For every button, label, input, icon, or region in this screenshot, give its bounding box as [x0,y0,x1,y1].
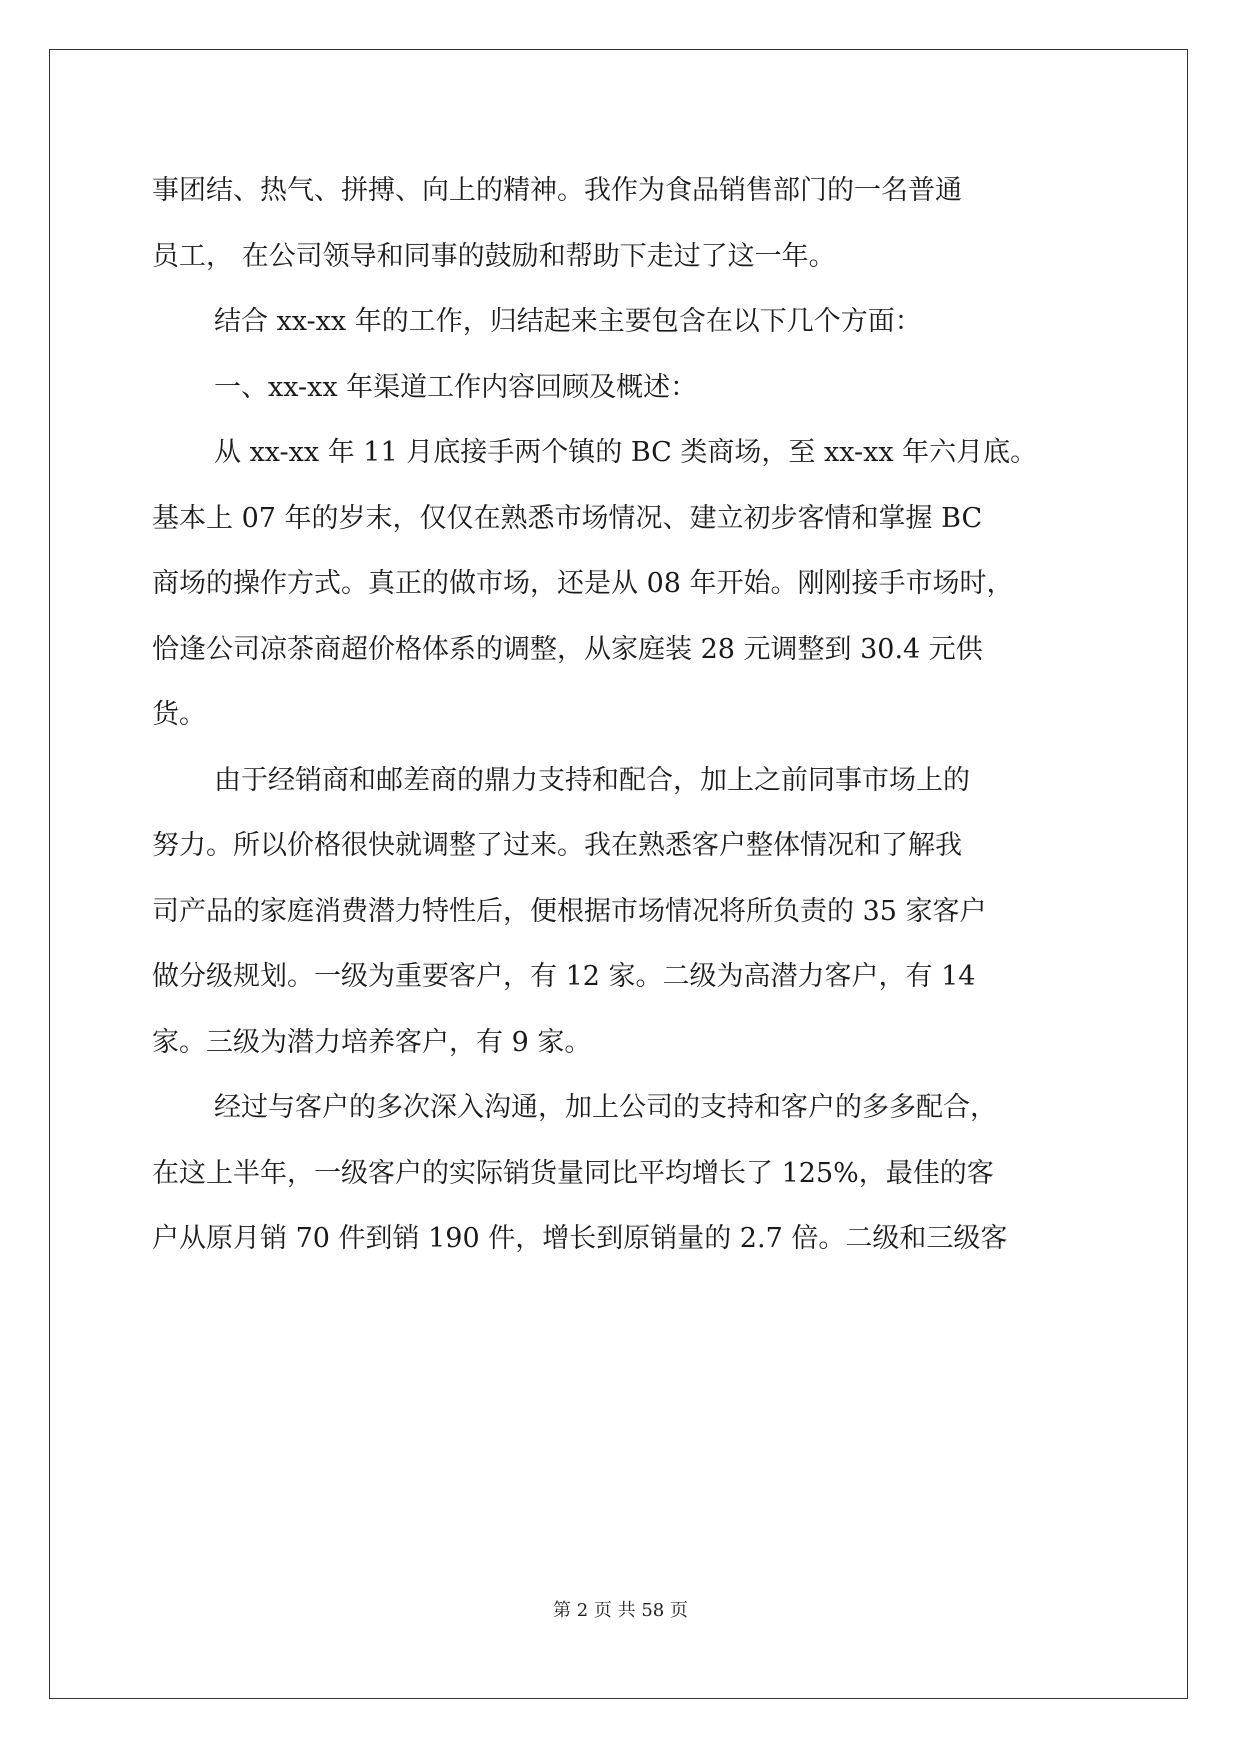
text-line-14: 家。三级为潜力培养客户，有 9 家。 [152,1026,592,1058]
page-number-footer: 第 2 页 共 58 页 [553,1600,688,1621]
document-body [152,158,1092,1272]
text-line-6: 基本上 07 年的岁末，仅仅在熟悉市场情况、建立初步客情和掌握 BC [152,502,983,534]
text-line-2: 员工， 在公司领导和同事的鼓励和帮助下走过了这一年。 [152,240,836,272]
text-line-3: 结合 xx-xx 年的工作，归结起来主要包含在以下几个方面： [214,306,922,337]
text-line-9: 货。 [152,699,206,730]
text-line-13: 做分级规划。一级为重要客户，有 12 家。二级为高潜力客户，有 14 [152,961,976,992]
text-line-16: 在这上半年，一级客户的实际销货量同比平均增长了 125%，最佳的客 [152,1157,994,1189]
text-line-8: 恰逢公司凉茶商超价格体系的调整，从家庭装 28 元调整到 30.4 元供 [152,633,983,665]
text-line-15: 经过与客户的多次深入沟通，加上公司的支持和客户的多多配合， [214,1092,997,1123]
text-line-5: 从 xx-xx 年 11 月底接手两个镇的 BC 类商场，至 xx-xx 年六月底。 [214,437,1038,468]
text-line-11: 努力。所以价格很快就调整了过来。我在熟悉客户整体情况和了解我 [152,830,962,861]
text-line-4: 一、xx-xx 年渠道工作内容回顾及概述： [214,371,698,403]
text-line-7: 商场的操作方式。真正的做市场，还是从 08 年开始。刚刚接手市场时， [152,568,1014,599]
text-line-17: 户从原月销 70 件到销 190 件，增长到原销量的 2.7 倍。二级和三级客 [152,1223,1008,1254]
text-line-12: 司产品的家庭消费潜力特性后，便根据市场情况将所负责的 35 家客户 [152,895,987,927]
text-line-1: 事团结、热气、拼搏、向上的精神。我作为食品销售部门的一名普通 [152,175,962,206]
text-line-10: 由于经销商和邮差商的鼎力支持和配合，加上之前同事市场上的 [214,764,970,796]
